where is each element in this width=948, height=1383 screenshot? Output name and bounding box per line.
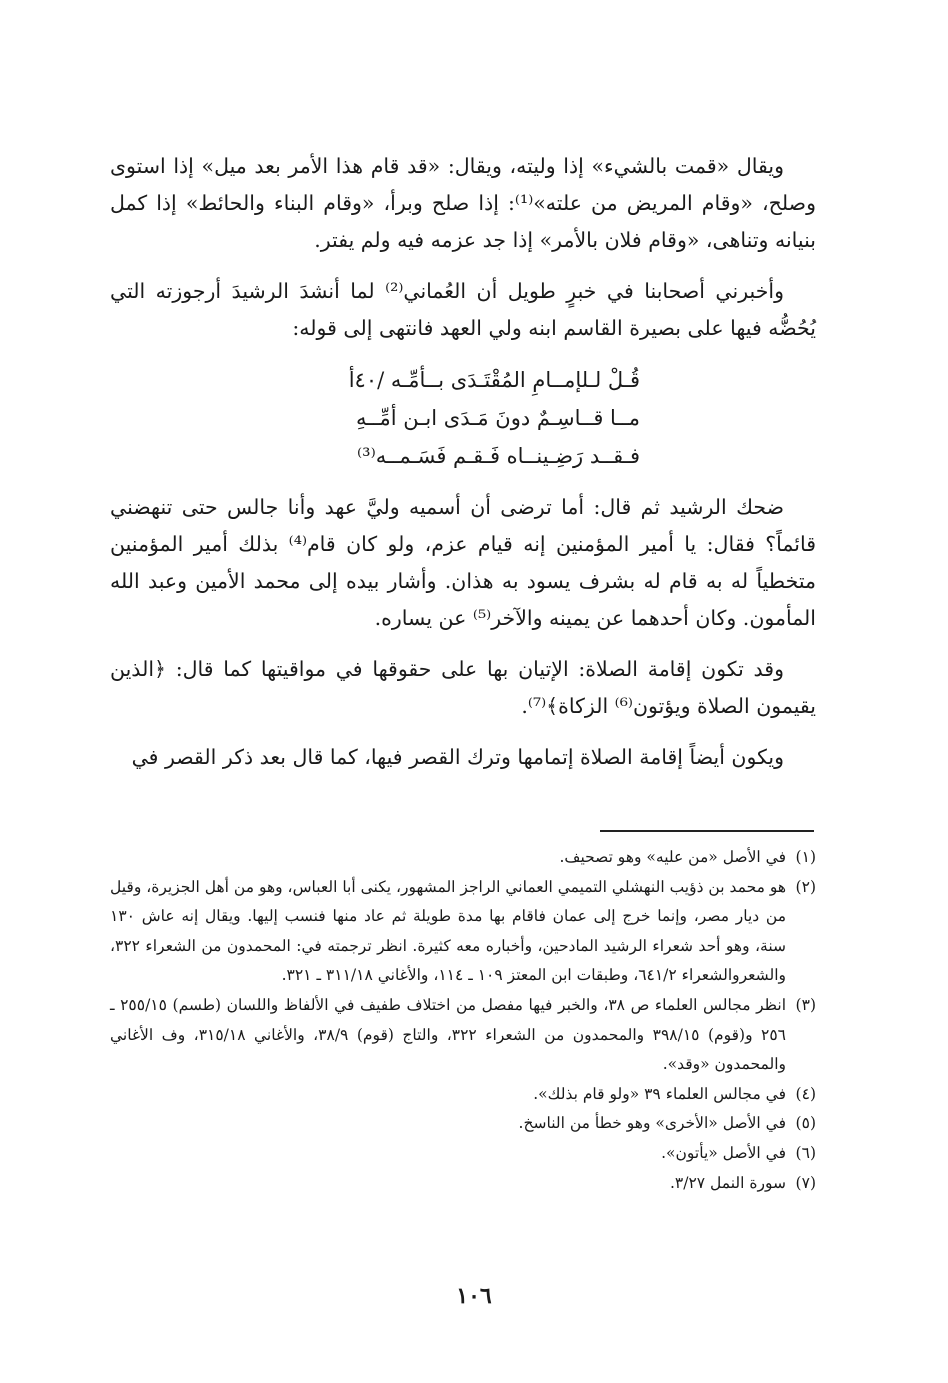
main-text <box>110 148 816 790</box>
paragraph-5: ويكون أيضاً إقامة الصلاة إتمامها وترك القصر فيها، كما قال بعد ذكر القصر في <box>131 745 784 769</box>
footnote-1 <box>110 843 816 873</box>
footnote-text: في الأصل «يأتون». <box>661 1143 786 1162</box>
footnote-text: في الأصل «من عليه» وهو تصحيف. <box>559 848 786 866</box>
verse-block <box>300 361 640 475</box>
footnote-text: سورة النمل ٣/٢٧. <box>669 1173 786 1192</box>
verse-line-1: قُـلْ لـلإمــامِ المُقْتَـدَى بــأمِّـه /٤٠أ <box>348 368 640 392</box>
footnote-text: في الأصل «الأخرى» وهو خطأ من الناسخ. <box>518 1114 786 1133</box>
paragraph-4: وقد تكون إقامة الصلاة: الإتيان بها على حقوقها في مواقيتها كما قال: ﴿الذين يقيمون الصلاة ويؤتون⁽⁶⁾ الزكاة﴾⁽⁷⁾. <box>110 657 816 718</box>
footnote-3 <box>110 991 816 1080</box>
paragraph-2: وأخبرني أصحابنا في خبرٍ طويل أن العُماني⁽²⁾ لما أنشدَ الرشيدَ أرجوزته التي يُحُضُّه فيها على بصيرة القاسم ابنه ولي العهد فانتهى إلى قوله: <box>110 279 816 340</box>
footnote-number: (٢) <box>795 877 816 896</box>
footnote-number: (٣) <box>795 995 816 1014</box>
footnote-number: (٤) <box>795 1084 816 1103</box>
footnote-separator <box>600 830 814 832</box>
footnote-number: (١) <box>795 848 816 866</box>
footnote-number: (٧) <box>795 1173 816 1192</box>
verse-line-3: فـقــد رَضِـينــاه فَـقـم فَسَـمــه⁽³⁾ <box>357 444 640 468</box>
footnote-text: في مجالس العلماء ٣٩ «ولو قام بذلك». <box>533 1084 786 1103</box>
paragraph-1: ويقال «قمت بالشيء» إذا وليته، ويقال: «قد قام هذا الأمر بعد ميل» إذا استوى وصلح، «وقام المريض من علته»⁽¹⁾: إذا صلح وبرأ، «وقام البناء والحائط» إذا كمل بنيانه وتناهى، «وقام فلان بالأمر» إذا جد عزمه فيه ولم يفتر. <box>110 154 816 252</box>
footnote-number: (٦) <box>795 1143 816 1162</box>
paragraph-3: ضحك الرشيد ثم قال: أما ترضى أن أسميه وليَّ عهد وأنا جالس حتى تنهضني قائماً؟ فقال: يا أمير المؤمنين إنه قيام عزم، ولو كان قام⁽⁴⁾ بذلك أمير المؤمنين متخطياً له به قام له بشرف يسود به هذان. وأشار بيده إلى محمد الأمين وعبد الله المأمون. وكان أحدهما عن يمينه والآخر⁽⁵⁾ عن يساره. <box>110 495 816 630</box>
footnote-text: هو محمد بن ذؤيب النهشلي التميمي العماني الراجز المشهور، يكنى أبا العباس، وهو من أهل الجزيرة، وقيل من ديار مصر، وإنما خرج إلى عمان فاقام بها مدة طويلة ثم عاد منها فنسب إليها. ويقال إنه عاش ١٣٠ سنة، وهو أحد شعراء الرشيد المادحين، وأخباره معه كثيرة. انظر ترجمته في: المحمدون من الشعراء ٣٢٢، والشعروالشعراء ٦٤١/٢، وطبقات ابن المعتز ١٠٩ ـ ١١٤، والأغاني ٣١١/١٨ ـ ٣٢١. <box>110 877 786 985</box>
footnote-5 <box>110 1109 816 1139</box>
footnote-7 <box>110 1169 816 1199</box>
footnote-4 <box>110 1080 816 1110</box>
footnotes <box>110 843 816 1198</box>
footnote-text: انظر مجالس العلماء ص ٣٨، والخبر فيها مفصل من اختلاف طفيف في الألفاظ واللسان (طسم) ٢٥٥/١٥ ـ ٢٥٦ و(قوم) ٣٩٨/١٥ والمحمدون من الشعراء ٣٢٢، والتاج (قوم) ٣٨/٩، والأغاني ٣١٥/١٨، وف الأغاني والمحمدون «وقد». <box>110 995 787 1074</box>
footnote-2 <box>110 873 816 991</box>
verse-line-2: مــا قــاسِـمٌ دونَ مَـدَى ابـن أمِّــهِ <box>355 406 640 430</box>
footnote-number: (٥) <box>795 1114 816 1133</box>
page-number: ١٠٦ <box>456 1283 492 1309</box>
footnote-6 <box>110 1139 816 1169</box>
